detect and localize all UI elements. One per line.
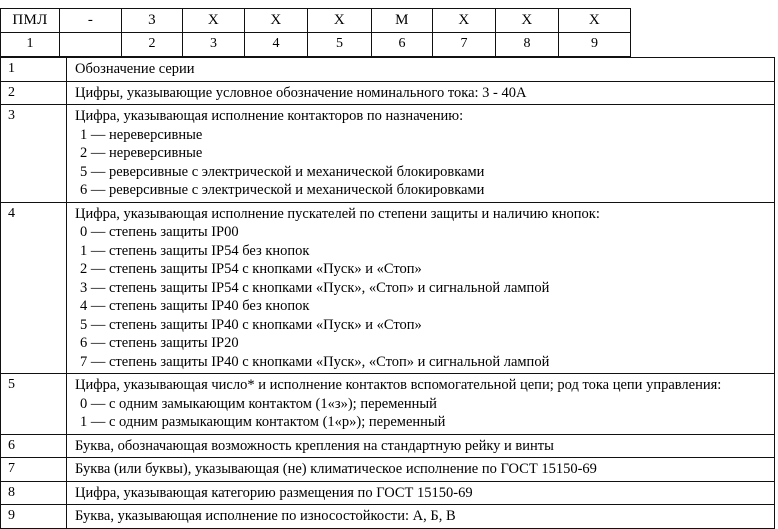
legend-row-description bbox=[67, 481, 775, 505]
legend-row-description bbox=[67, 58, 775, 82]
legend-sub-line: 1 — степень защиты IP54 без кнопок bbox=[80, 242, 310, 259]
designation-code-cell-6: X bbox=[308, 9, 372, 33]
designation-code-table bbox=[0, 8, 631, 57]
designation-code-cell-10: X bbox=[559, 9, 631, 33]
table-row bbox=[1, 505, 775, 529]
legend-sub-line: 6 — реверсивные с электрической и механической блокировками bbox=[80, 182, 485, 198]
designation-index-cell-5: 4 bbox=[245, 33, 308, 57]
legend-sub-line: 3 — степень защиты IP54 с кнопками «Пуск», «Стоп» и сигнальной лампой bbox=[80, 279, 550, 296]
legend-row-number: 8 bbox=[1, 481, 67, 505]
legend-sub-line: 4 — степень защиты IP40 без кнопок bbox=[80, 298, 310, 314]
legend-row-description bbox=[67, 374, 775, 435]
legend-row-description bbox=[67, 81, 775, 105]
designation-code-cell-2: - bbox=[60, 9, 122, 33]
legend-row-description bbox=[67, 202, 775, 374]
legend-sub-line: 0 — степень защиты IP00 bbox=[80, 224, 239, 240]
designation-index-row bbox=[1, 33, 631, 57]
designation-code-cell-4: X bbox=[183, 9, 245, 33]
legend-sub-line: 1 — нереверсивные bbox=[80, 126, 203, 143]
designation-code-cell-3: 3 bbox=[122, 9, 183, 33]
legend-main-line: Буква, указывающая исполнение по износостойкости: А, Б, В bbox=[75, 508, 456, 524]
legend-table-body bbox=[1, 58, 775, 529]
legend-row-number: 5 bbox=[1, 374, 67, 435]
legend-sub-line: 2 — нереверсивные bbox=[80, 145, 203, 161]
legend-main-line: Буква (или буквы), указывающая (не) климатическое исполнение по ГОСТ 15150-69 bbox=[75, 461, 597, 477]
legend-main-line: Цифра, указывающая исполнение пускателей по степени защиты и наличию кнопок: bbox=[75, 205, 600, 222]
legend-sub-line: 0 — с одним замыкающим контактом (1«з»); переменный bbox=[80, 395, 437, 412]
legend-row-number: 6 bbox=[1, 434, 67, 458]
legend-sub-line: 2 — степень защиты IP54 с кнопками «Пуск» и «Стоп» bbox=[80, 261, 422, 277]
legend-main-line: Буква, обозначающая возможность крепления на стандартную рейку и винты bbox=[75, 437, 554, 454]
legend-row-number: 1 bbox=[1, 58, 67, 82]
legend-main-line: Цифра, указывающая исполнение контакторов по назначению: bbox=[75, 108, 464, 124]
legend-sub-line: 5 — реверсивные с электрической и механической блокировками bbox=[80, 163, 485, 180]
legend-row-number: 2 bbox=[1, 81, 67, 105]
designation-code-cell-8: X bbox=[433, 9, 496, 33]
legend-row-number: 4 bbox=[1, 202, 67, 374]
designation-index-cell-1: 1 bbox=[1, 33, 60, 57]
legend-main-line: Цифры, указывающие условное обозначение номинального тока: 3 - 40А bbox=[75, 84, 527, 101]
legend-sub-line: 1 — с одним размыкающим контактом (1«р»); переменный bbox=[80, 414, 446, 430]
designation-table-body bbox=[1, 9, 631, 57]
table-row bbox=[1, 81, 775, 105]
table-row bbox=[1, 434, 775, 458]
designation-code-cell-7: М bbox=[372, 9, 433, 33]
designation-code-cell-1: ПМЛ bbox=[1, 9, 60, 33]
legend-table bbox=[0, 57, 775, 529]
designation-index-cell-7: 6 bbox=[372, 33, 433, 57]
designation-index-cell-2 bbox=[60, 33, 122, 57]
legend-sub-line: 7 — степень защиты IP40 с кнопками «Пуск», «Стоп» и сигнальной лампой bbox=[80, 353, 550, 370]
legend-row-number: 9 bbox=[1, 505, 67, 529]
legend-sub-line: 5 — степень защиты IP40 с кнопками «Пуск» и «Стоп» bbox=[80, 316, 422, 333]
legend-main-line: Цифра, указывающая категорию размещения по ГОСТ 15150-69 bbox=[75, 484, 473, 501]
legend-main-line: Обозначение серии bbox=[75, 61, 195, 77]
legend-row-description bbox=[67, 105, 775, 203]
table-row bbox=[1, 374, 775, 435]
table-row bbox=[1, 481, 775, 505]
designation-code-row bbox=[1, 9, 631, 33]
designation-code-cell-9: X bbox=[496, 9, 559, 33]
legend-main-line: Цифра, указывающая число* и исполнение контактов вспомогательной цепи; род тока цепи управления: bbox=[75, 377, 722, 393]
designation-index-cell-10: 9 bbox=[559, 33, 631, 57]
table-row bbox=[1, 105, 775, 203]
designation-index-cell-3: 2 bbox=[122, 33, 183, 57]
legend-row-number: 3 bbox=[1, 105, 67, 203]
legend-row-description bbox=[67, 434, 775, 458]
designation-index-cell-6: 5 bbox=[308, 33, 372, 57]
legend-row-number: 7 bbox=[1, 458, 67, 482]
table-row bbox=[1, 202, 775, 374]
designation-code-cell-5: X bbox=[245, 9, 308, 33]
designation-index-cell-9: 8 bbox=[496, 33, 559, 57]
designation-page bbox=[0, 8, 778, 524]
designation-index-cell-8: 7 bbox=[433, 33, 496, 57]
legend-row-description bbox=[67, 505, 775, 529]
designation-index-cell-4: 3 bbox=[183, 33, 245, 57]
legend-sub-line: 6 — степень защиты IP20 bbox=[80, 335, 239, 351]
table-row bbox=[1, 458, 775, 482]
legend-row-description bbox=[67, 458, 775, 482]
table-row bbox=[1, 58, 775, 82]
